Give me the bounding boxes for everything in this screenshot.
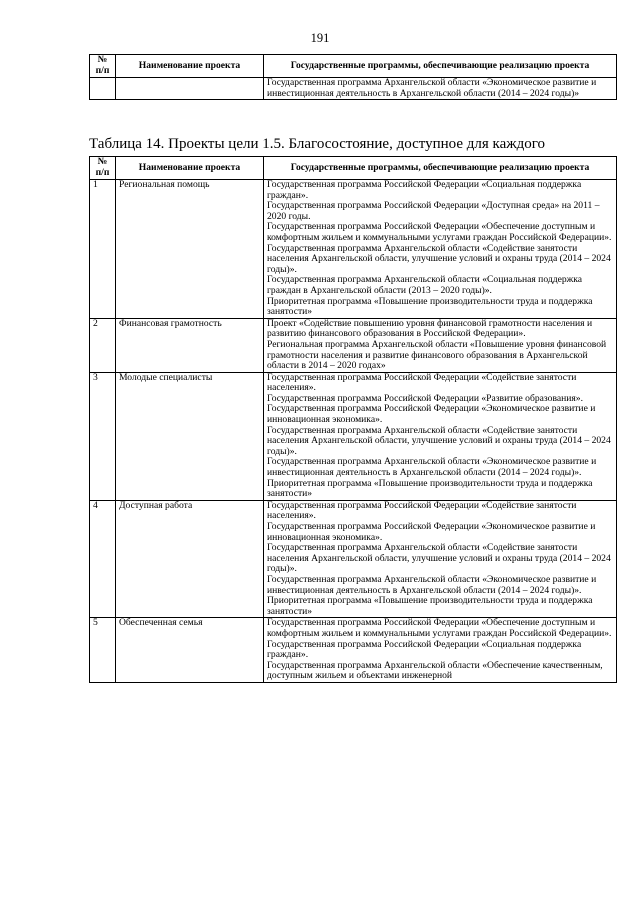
table-row: [90, 500, 617, 618]
programs-cell: [264, 78, 617, 100]
header-project-name: Наименование проекта: [116, 157, 264, 180]
project-name: Обеспеченная семья: [116, 618, 264, 683]
goal-1-5-projects-table: [89, 156, 617, 683]
program-entry: Государственная программа Российской Федерации «Социальная поддержка граждан».: [267, 179, 582, 201]
table-caption: Таблица 14. Проекты цели 1.5. Благосостояние, доступное для каждого: [89, 136, 546, 152]
project-name: Доступная работа: [116, 500, 264, 618]
project-name: Молодые специалисты: [116, 372, 264, 500]
programs-cell: [264, 318, 617, 372]
header-num: № п/п: [90, 157, 116, 180]
row-number: 1: [90, 180, 116, 319]
table-row: [90, 318, 617, 372]
row-number: 4: [90, 500, 116, 618]
header-project-name: Наименование проекта: [116, 55, 264, 78]
row-number: [90, 78, 116, 100]
program-entry: Государственная программа Архангельской области «Экономическое развитие и инвестиционная деятельность в Архангельской области (2014 – 2024 годы)»: [267, 77, 597, 99]
program-entry: Государственная программа Архангельской области «Социальная поддержка граждан в Архангельской области (2013 – 2020 годы)».: [267, 274, 583, 296]
table-header-row: [90, 157, 617, 180]
program-entry: Государственная программа Архангельской области «Экономическое развитие и инвестиционная деятельность в Архангельской области (2014 – 2024 годы)».: [267, 456, 597, 479]
header-programs: Государственные программы, обеспечивающие реализацию проекта: [264, 157, 617, 180]
program-entry: Региональная программа Архангельской области «Повышение уровня финансовой грамотности населения и развитие финансового образования в Архангельской области в 2014 – 2020 годах»: [267, 338, 607, 372]
programs-cell: [264, 180, 617, 319]
row-number: 3: [90, 372, 116, 500]
program-entry: Государственная программа Российской Федерации «Содействие занятости населения».: [267, 499, 577, 522]
program-entry: Государственная программа Российской Федерации «Социальная поддержка граждан».: [267, 638, 582, 661]
program-entry: Государственная программа Российской Федерации «Экономическое развитие и инновационная экономика».: [267, 403, 596, 426]
continued-projects-table: [89, 54, 617, 100]
header-programs: Государственные программы, обеспечивающие реализацию проекта: [264, 55, 617, 78]
table2-body: [90, 180, 617, 683]
program-entry: Приоритетная программа «Повышение производительности труда и поддержка занятости»: [267, 595, 593, 617]
row-number: 2: [90, 318, 116, 372]
page-number: 191: [310, 31, 330, 45]
table-row: [90, 372, 617, 500]
programs-cell: [264, 618, 617, 683]
table1-body: [90, 78, 617, 100]
project-name: [116, 78, 264, 100]
program-entry: Государственная программа Российской Федерации «Доступная среда» на 2011 – 2020 годы.: [267, 200, 600, 222]
program-entry: Государственная программа Российской Федерации «Развитие образования».: [267, 392, 583, 404]
program-entry: Государственная программа Российской Федерации «Обеспечение доступным и комфортным жильем и коммунальными услугами граждан Российской Федерации».: [267, 221, 612, 243]
program-entry: Государственная программа Архангельской области «Экономическое развитие и инвестиционная деятельность в Архангельской области (2014 – 2024 годы)».: [267, 573, 597, 596]
program-entry: Государственная программа Российской Федерации «Содействие занятости населения».: [267, 371, 577, 394]
programs-cell: [264, 372, 617, 500]
table-row: [90, 78, 617, 100]
row-number: 5: [90, 618, 116, 683]
program-entry: Проект «Содействие повышению уровня финансовой грамотности населения и развитию финансового образования в Российской Федерации».: [267, 317, 593, 340]
programs-cell: [264, 500, 617, 618]
table-row: [90, 180, 617, 319]
program-entry: Государственная программа Архангельской области «Содействие занятости населения Архангельской области, улучшение условий и охраны труда (2014 – 2024 годы)».: [267, 424, 611, 457]
program-entry: Приоритетная программа «Повышение производительности труда и поддержка занятости»: [267, 477, 593, 500]
program-entry: Государственная программа Архангельской области «Обеспечение качественным, доступным жильем и объектами инженерной: [267, 659, 603, 682]
project-name: Финансовая грамотность: [116, 318, 264, 372]
program-entry: Государственная программа Архангельской области «Содействие занятости населения Архангельской области, улучшение условий и охраны труда (2014 – 2024 годы)».: [267, 542, 611, 575]
program-entry: Государственная программа Архангельской области «Содействие занятости населения Архангельской области, улучшение условий и охраны труда (2014 – 2024 годы)».: [267, 242, 611, 275]
program-entry: Государственная программа Российской Федерации «Обеспечение доступным и комфортным жильем и коммунальными услугами граждан Российской Федерации».: [267, 617, 612, 639]
program-entry: Приоритетная программа «Повышение производительности труда и поддержка занятости»: [267, 295, 593, 318]
table-header-row: [90, 55, 617, 78]
project-name: Региональная помощь: [116, 180, 264, 319]
header-num: № п/п: [90, 55, 116, 78]
program-entry: Государственная программа Российской Федерации «Экономическое развитие и инновационная экономика».: [267, 521, 596, 543]
table-row: [90, 618, 617, 683]
